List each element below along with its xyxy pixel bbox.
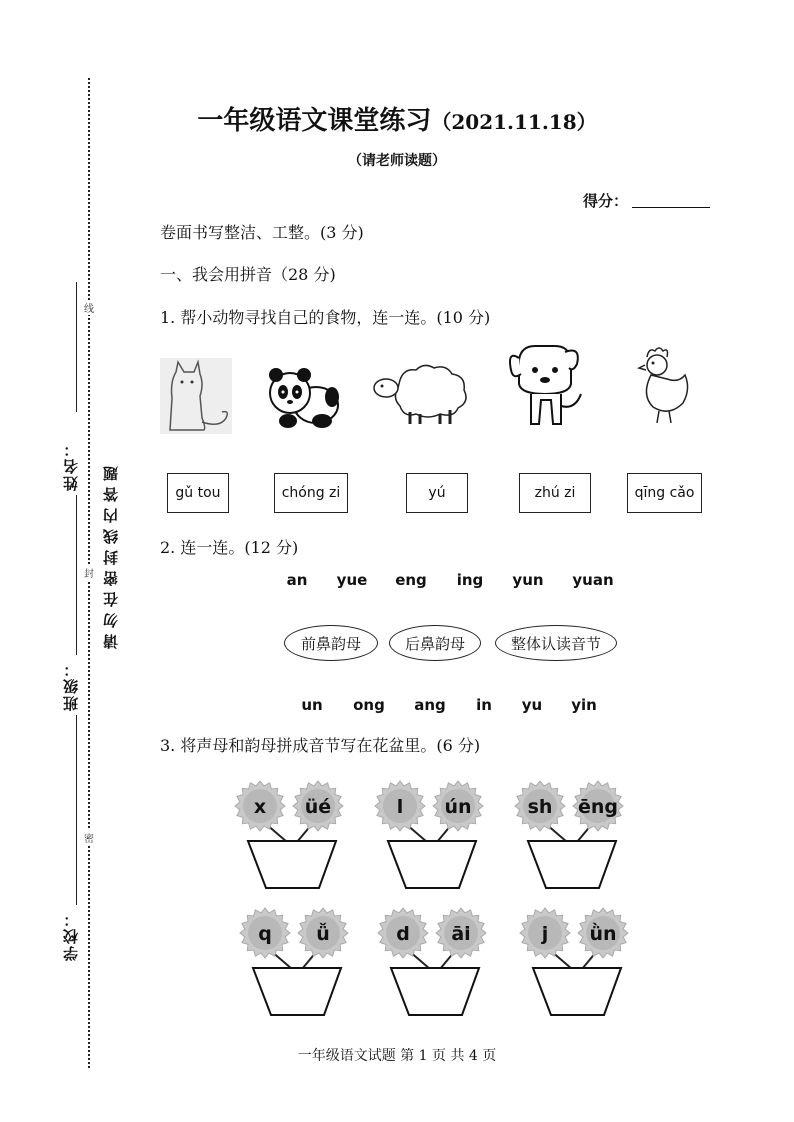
syllable-top: yun bbox=[512, 571, 544, 589]
syllable-bottom: yu bbox=[521, 696, 543, 714]
seal-mark-secret: 密 bbox=[84, 830, 94, 845]
food-box: gǔ tou bbox=[167, 473, 229, 513]
syllable-top: ing bbox=[456, 571, 484, 589]
syllable-bottom: ang bbox=[414, 696, 446, 714]
flower-final: ún bbox=[444, 796, 472, 818]
flowerpot bbox=[375, 781, 483, 888]
flower-final: ēng bbox=[577, 796, 619, 818]
flower-final: ǜn bbox=[589, 923, 617, 945]
syllable-top: an bbox=[286, 571, 308, 589]
flowerpot bbox=[515, 781, 623, 888]
category-back-nasal: 后鼻韵母 bbox=[389, 625, 481, 661]
seal-mark-line: 线 bbox=[84, 300, 94, 315]
syllable-bottom: ong bbox=[353, 696, 385, 714]
food-box: qīng cǎo bbox=[627, 473, 702, 513]
syllable-top: yuan bbox=[572, 571, 614, 589]
pot-answer-area[interactable] bbox=[533, 968, 621, 1015]
flowerpot bbox=[520, 908, 628, 1015]
school-label: 学校： bbox=[62, 910, 80, 961]
name-label: 姓名： bbox=[62, 440, 80, 491]
category-front-nasal: 前鼻韵母 bbox=[284, 625, 378, 661]
flower-initial: sh bbox=[527, 796, 553, 818]
flowerpot bbox=[240, 908, 348, 1015]
page-footer: 一年级语文试题 第 1 页 共 4 页 bbox=[297, 1048, 497, 1064]
flowerpot bbox=[235, 781, 343, 888]
flowerpot bbox=[378, 908, 486, 1015]
q2-label: 2. 连一连。(12 分) bbox=[160, 538, 299, 557]
pot-answer-area[interactable] bbox=[253, 968, 341, 1015]
category-whole-syllable: 整体认读音节 bbox=[495, 625, 617, 661]
pot-answer-area[interactable] bbox=[388, 841, 476, 888]
syllable-bottom: in bbox=[476, 696, 492, 714]
food-box: chóng zi bbox=[274, 473, 348, 513]
flower-initial: j bbox=[541, 923, 549, 945]
food-box: zhú zi bbox=[519, 473, 591, 513]
flower-initial: d bbox=[396, 923, 410, 945]
flower-final: ǚ bbox=[316, 923, 330, 945]
pot-answer-area[interactable] bbox=[528, 841, 616, 888]
seal-warning: 请勿在密封线内答题 bbox=[102, 460, 120, 649]
q1-label: 1. 帮小动物寻找自己的食物，连一连。(10 分) bbox=[160, 308, 491, 327]
seal-mark-seal: 封 bbox=[84, 565, 94, 580]
class-label: 班级： bbox=[62, 660, 80, 711]
pot-answer-area[interactable] bbox=[248, 841, 336, 888]
food-box: yú bbox=[406, 473, 468, 513]
flower-initial: q bbox=[258, 923, 272, 945]
syllable-top: eng bbox=[395, 571, 427, 589]
title-date: （2021.11.18） bbox=[431, 110, 597, 134]
q3-label: 3. 将声母和韵母拼成音节写在花盆里。(6 分) bbox=[160, 736, 481, 755]
intro-text: 卷面书写整洁、工整。(3 分) bbox=[160, 223, 364, 242]
title-text: 一年级语文课堂练习 bbox=[197, 106, 432, 136]
score-label: 得分： bbox=[583, 192, 629, 210]
syllable-bottom: yin bbox=[571, 696, 597, 714]
flower-final: āi bbox=[451, 923, 471, 945]
pot-answer-area[interactable] bbox=[391, 968, 479, 1015]
flower-final: üé bbox=[304, 796, 332, 818]
syllable-top: yue bbox=[336, 571, 368, 589]
flower-initial: l bbox=[396, 796, 404, 818]
flower-initial: x bbox=[253, 796, 267, 818]
section1-heading: 一、我会用拼音（28 分) bbox=[160, 265, 336, 284]
page-subtitle: （请老师读题） bbox=[348, 153, 446, 169]
syllable-bottom: un bbox=[301, 696, 323, 714]
